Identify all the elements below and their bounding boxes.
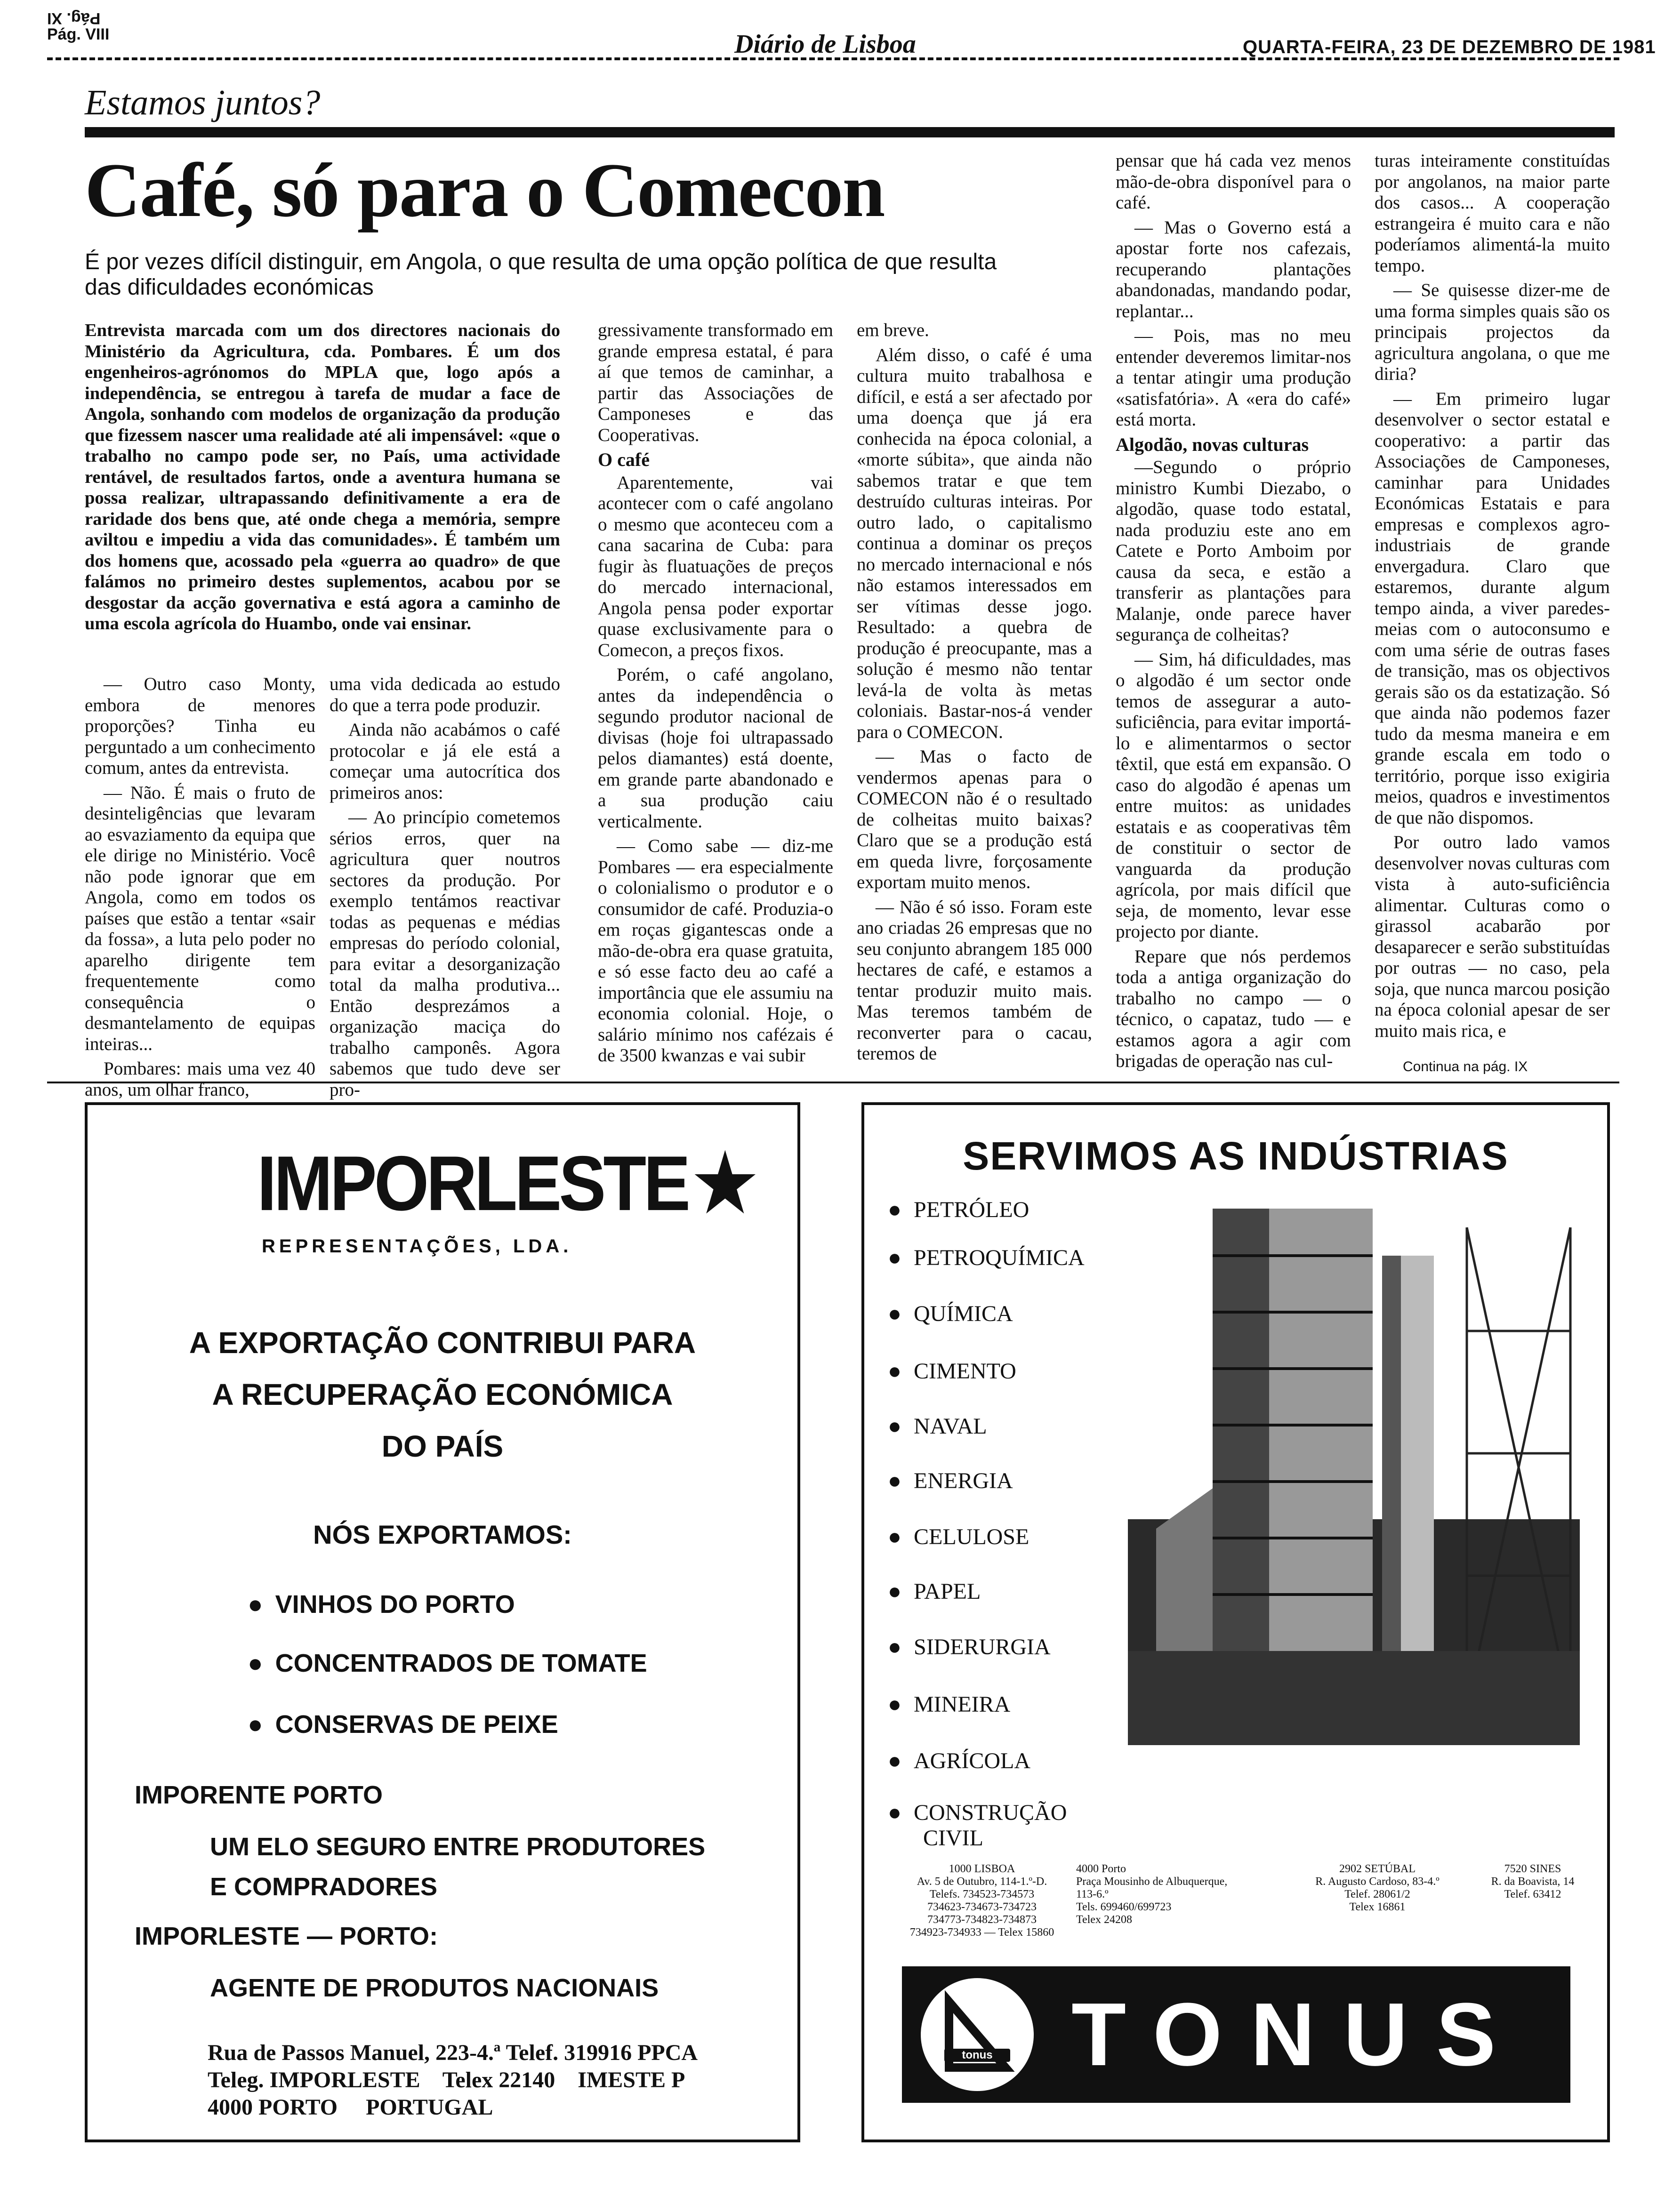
article-column-6 bbox=[1375, 151, 1610, 1054]
paragraph: — Não. É mais o fruto de desinteligências que levaram ao esvaziamento da equipa que ele dirige no Ministério. Você não pode ignorar que em Angola, como em todos os países que estão a tentar «sair da fossa», a luta pelo poder no aparelho dirigente tem frequentemente como consequência o desmantelamento de equipas inteiras... bbox=[85, 782, 315, 1054]
imporleste-line: E COMPRADORES bbox=[210, 1873, 438, 1901]
paragraph: Pombares: mais uma vez 40 anos, um olhar franco, bbox=[85, 1058, 315, 1100]
paragraph: — Em primeiro lugar desenvolver o sector estatal e cooperativo: a partir das Associações de Camponeses, caminhar para Unidades Económicas Estatais e para empresas e complexos agro-industriais de grande envergadura. Claro que estaremos, durante algum tempo ainda, a viver paredes-meias com o autoconsumo e com uma série de outras fases de transição, mas os objectivos gerais são os da estatização. Só que ainda não podemos fazer tudo da mesma maneira e em grande escala em todo o território, porque isso exigiria meios, quadros e investimentos de que não dispomos. bbox=[1375, 388, 1610, 828]
sector-item: ● PAPEL bbox=[888, 1579, 981, 1604]
section-kicker: Estamos juntos? bbox=[85, 83, 321, 122]
sector-item: ● CIMENTO bbox=[888, 1358, 1016, 1384]
sector-item: ● ENERGIA bbox=[888, 1468, 1013, 1494]
paragraph: — Sim, há dificuldades, mas o algodão é um sector onde temos de assegurar a auto-suficiência, para evitar importá-lo e alimentarmos o sector têxtil, que está em expansão. O caso do algodão é apenas um entre muitos: as unidades estatais e as cooperativas têm de constituir o sector de vanguarda da produção agrícola, por mais difícil que seja, de momento, levar esse projecto por diante. bbox=[1116, 649, 1351, 942]
paragraph: — Como sabe — diz-me Pombares — era especialmente o colonialismo o produtor e o consumidor de café. Produzia-o em roças gigantescas onde a mão-de-obra era quase gratuita, e só esse facto deu ao café a importância que ele assumiu na economia colonial. Hoje, o salário mínimo nos cafézais é de 3500 kwanzas e vai subir bbox=[598, 836, 833, 1066]
sector-item: ● NAVAL bbox=[888, 1413, 987, 1439]
sector-item: CIVIL bbox=[923, 1826, 983, 1851]
subheading-cotton: Algodão, novas culturas bbox=[1116, 433, 1309, 455]
section-rule bbox=[85, 127, 1615, 137]
office-setubal bbox=[1297, 1863, 1457, 1914]
headline-line: DO PAÍS bbox=[381, 1429, 504, 1463]
imporleste-line: IMPORENTE PORTO bbox=[135, 1781, 383, 1809]
article-column-3 bbox=[598, 320, 833, 1079]
page-number-mirror: Pág. XI bbox=[47, 9, 101, 27]
imporleste-subtitle: REPRESENTAÇÕES, LDA. bbox=[262, 1236, 572, 1257]
issue-date: QUARTA-FEIRA, 23 DE DEZEMBRO DE 1981 bbox=[1243, 37, 1656, 57]
office-line: R. da Boavista, 14 bbox=[1491, 1875, 1575, 1888]
ad-tonus bbox=[861, 1102, 1610, 2142]
office-line: 734623-734673-734723 bbox=[927, 1901, 1037, 1913]
paragraph: — Se quisesse dizer-me de uma forma simples quais são os principais projectos da agricultura angolana, o que me diria? bbox=[1375, 280, 1610, 384]
sector-item: ● CELULOSE bbox=[888, 1524, 1029, 1550]
imporleste-address bbox=[208, 2039, 698, 2121]
tonus-logo bbox=[902, 1966, 1570, 2103]
article-column-1 bbox=[85, 674, 315, 1100]
paragraph: uma vida dedicada ao estudo do que a terra pode produzir. bbox=[330, 674, 560, 715]
export-item: ● VINHOS DO PORTO bbox=[248, 1590, 515, 1619]
page-number-label: Pág. VIII bbox=[47, 25, 110, 43]
article-column-5 bbox=[1116, 151, 1351, 1079]
office-line: Praça Mousinho de Albuquerque, bbox=[1076, 1875, 1228, 1888]
subheading-coffee: O café bbox=[598, 449, 650, 470]
office-line: 7520 SINES bbox=[1504, 1863, 1561, 1875]
sector-item: ● MINEIRA bbox=[888, 1691, 1010, 1717]
paragraph: pensar que há cada vez menos mão-de-obra disponível para o café. bbox=[1116, 151, 1351, 213]
imporleste-line: IMPORLESTE — PORTO: bbox=[135, 1922, 438, 1950]
office-line: Telefs. 734523-734573 bbox=[929, 1888, 1035, 1900]
star-icon: ★ bbox=[693, 1139, 754, 1227]
paragraph: — Ao princípio cometemos sérios erros, quer na agricultura quer noutros sectores da produção. Por exemplo tentámos reactivar todas as pequenas e médias empresas do período colonial, para evitar a desorganização total da malha produtiva... Então desprezámos a organização maciça do trabalho camponês. Agora sabemos que tudo deve ser pro- bbox=[330, 807, 560, 1100]
tonus-emblem-icon bbox=[921, 1978, 1034, 2091]
masthead: Diário de Lisboa bbox=[734, 30, 916, 59]
article-column-4 bbox=[857, 320, 1092, 1079]
office-line: 1000 LISBOA bbox=[949, 1863, 1015, 1875]
sector-item: ● AGRÍCOLA bbox=[888, 1748, 1030, 1774]
paragraph: Repare que nós perdemos toda a antiga organização do trabalho no campo — o técnico, o capataz, tudo — e estamos agora a agir com brigadas de operação nas cul- bbox=[1116, 946, 1351, 1071]
paragraph: — Mas o Governo está a apostar forte nos cafezais, recuperando plantações abandonadas, mandando podar, replantar... bbox=[1116, 217, 1351, 321]
imporleste-brand: IMPORLESTE bbox=[257, 1139, 688, 1227]
paragraph: Por outro lado vamos desenvolver novas culturas com vista à auto-suficiência alimentar. Culturas como o girassol acabarão por desaparecer e serão substituídas por outras — no caso, pela soja, que nunca marcou posição na época colonial apesar de ser muito mais rica, e bbox=[1375, 832, 1610, 1041]
office-line: 734773-734823-734873 bbox=[927, 1914, 1037, 1926]
paragraph: turas inteiramente constituídas por angolanos, na maior parte dos casos... A cooperação estrangeira é muito cara e não poderíamos alimentá-la muito tempo. bbox=[1375, 151, 1610, 276]
paragraph: —Segundo o próprio ministro Kumbi Diezabo, o algodão, quase todo estatal, nada produziu este ano em Catete e Porto Amboim por causa da seca, e estão a transferir as plantações para Malanje, onde parece haver segurança de colheitas? bbox=[1116, 457, 1351, 645]
address-line: Teleg. IMPORLESTE Telex 22140 IMESTE P bbox=[208, 2068, 685, 2092]
paragraph: Ainda não acabámos o café protocolar e já ele está a começar uma autocrítica dos primeiros anos: bbox=[330, 720, 560, 803]
office-line: 2902 SETÚBAL bbox=[1339, 1863, 1416, 1875]
office-line: Av. 5 de Outubro, 114-1.º-D. bbox=[917, 1875, 1047, 1888]
imporleste-line: AGENTE DE PRODUTOS NACIONAIS bbox=[210, 1974, 659, 2002]
office-line: 734923-734933 — Telex 15860 bbox=[909, 1926, 1054, 1939]
imporleste-headline bbox=[88, 1317, 797, 1472]
tonus-wordmark: TONUS bbox=[1071, 1985, 1524, 2084]
export-item: ● CONCENTRADOS DE TOMATE bbox=[248, 1649, 647, 1678]
office-lisboa bbox=[883, 1863, 1081, 1939]
article-headline: Café, só para o Comecon bbox=[85, 148, 885, 233]
paragraph: Aparentemente, vai acontecer com o café angolano o mesmo que aconteceu com a cana sacarina de Cuba: para fugir às fluatuações de preços do mercado internacional, Angola pensa poder exportar quase exclusivamente para o Comecon, a preços fixos. bbox=[598, 472, 833, 660]
office-line: R. Augusto Cardoso, 83-4.º bbox=[1315, 1875, 1440, 1888]
office-line: Telex 16861 bbox=[1349, 1901, 1406, 1913]
continued-on-page: Continua na pág. IX bbox=[1403, 1059, 1528, 1074]
office-sines bbox=[1467, 1863, 1599, 1901]
office-line: Telef. 28061/2 bbox=[1344, 1888, 1410, 1900]
tonus-emblem-label: tonus bbox=[944, 2049, 1010, 2062]
office-porto bbox=[1076, 1863, 1302, 1926]
paragraph: em breve. bbox=[857, 320, 929, 340]
imporleste-logo bbox=[257, 1138, 754, 1228]
paragraph: — Outro caso Monty, embora de menores proporções? Tinha eu perguntado a um conhecimento comum, antes da entrevista. bbox=[85, 674, 315, 778]
sector-item: ● PETROQUÍMICA bbox=[888, 1245, 1085, 1271]
paragraph: gressivamente transformado em grande empresa estatal, é para aí que temos de caminhar, a partir das Associações de Camponeses e das Cooperativas. bbox=[598, 320, 833, 445]
paragraph: — Pois, mas no meu entender deveremos limitar-nos a tentar atingir uma produção «satisfatória». A «era do café» está morta. bbox=[1116, 326, 1351, 430]
sector-item: ● CONSTRUÇÃO bbox=[888, 1800, 1067, 1826]
article-bottom-rule bbox=[47, 1082, 1619, 1083]
office-line: Telef. 63412 bbox=[1504, 1888, 1561, 1900]
article-intro: Entrevista marcada com um dos directores nacionais do Ministério da Agricultura, cda. Pombares. É um dos engenheiros-agrónomos do MPLA que, logo após a independência, se entregou à tarefa de mudar a face de Angola, sonhando com modelos de organização da produção que fizessem nascer uma realidade até ali impensável: «que o trabalho no campo pode ser, no País, uma actividade rentável, de resultados fartos, onde a aventura humana se possa realizar, ultrapassando definitivamente a era de raridade dos bens que, até onde chega a memória, sempre aviltou e impediu a vida das comunidades». É também um dos homens que, acossado pela «guerra ao quadro» de que falámos no primeiro destes suplementos, acabou por se desgostar da acção governativa e está agora a caminho de uma escola agrícola do Huambo, onde vai ensinar. bbox=[85, 321, 560, 633]
ad-imporleste bbox=[85, 1102, 800, 2142]
address-line: 4000 PORTO PORTUGAL bbox=[208, 2095, 493, 2120]
paragraph: Porém, o café angolano, antes da independência o segundo produtor nacional de divisas (hoje foi ultrapassado pelos diamantes) está doente, em grande parte abandonado e a sua produção caiu verticalmente. bbox=[598, 665, 833, 832]
imporleste-line: UM ELO SEGURO ENTRE PRODUTORES bbox=[210, 1833, 706, 1861]
sector-item: ● QUÍMICA bbox=[888, 1301, 1013, 1327]
page-number bbox=[47, 10, 109, 42]
office-line: 4000 Porto bbox=[1076, 1863, 1126, 1875]
tonus-headline: SERVIMOS AS INDÚSTRIAS bbox=[963, 1134, 1509, 1178]
export-item: ● CONSERVAS DE PEIXE bbox=[248, 1710, 558, 1739]
sector-item: ● SIDERURGIA bbox=[888, 1634, 1051, 1660]
office-line: Tels. 699460/699723 bbox=[1076, 1901, 1172, 1913]
office-line: 113-6.º bbox=[1076, 1888, 1109, 1900]
sector-item: ● PETRÓLEO bbox=[888, 1197, 1029, 1223]
headline-line: A RECUPERAÇÃO ECONÓMICA bbox=[212, 1378, 673, 1411]
exports-title: NÓS EXPORTAMOS: bbox=[313, 1520, 572, 1549]
article-column-2 bbox=[330, 674, 560, 1100]
paragraph: — Mas o facto de vendermos apenas para o COMECON não é o resultado de colheitas muito baixas? Claro que se a produção está em queda livre, forçosamente exportam muito menos. bbox=[857, 746, 1092, 892]
article-standfirst: É por vezes difícil distinguir, em Angola, o que resulta de uma opção política de que resulta das dificuldades económicas bbox=[85, 249, 997, 300]
triangle-icon bbox=[921, 1978, 1034, 2091]
paragraph: — Não é só isso. Foram este ano criadas 26 empresas que no seu conjunto abrangem 185 000 hectares de café, e estamos a tentar produzir muito mais. Mas teremos também de reconverter para o cacau, teremos de bbox=[857, 897, 1092, 1064]
address-line: Rua de Passos Manuel, 223-4.ª Telef. 319916 PPCA bbox=[208, 2040, 698, 2065]
header-divider bbox=[47, 57, 1619, 60]
headline-line: A EXPORTAÇÃO CONTRIBUI PARA bbox=[189, 1326, 696, 1360]
paragraph: Além disso, o café é uma cultura muito trabalhosa e difícil, e está a ser afectado por uma doença que já era conhecida na época colonial, a «morte súbita», que ainda não sabemos tratar e que tem destruído culturas inteiras. Por outro lado, o capitalismo continua a dominar os preços no mercado internacional e nós não estamos interessados em ser vítimas desse jogo. Resultado: a quebra de produção é preocupante, mas a solução é mesmo não tentar levá-la de volta às metas coloniais. Bastar-nos-á vender para o COMECON. bbox=[857, 345, 1092, 742]
office-line: Telex 24208 bbox=[1076, 1914, 1132, 1926]
industrial-tower-image bbox=[1128, 1190, 1580, 1745]
